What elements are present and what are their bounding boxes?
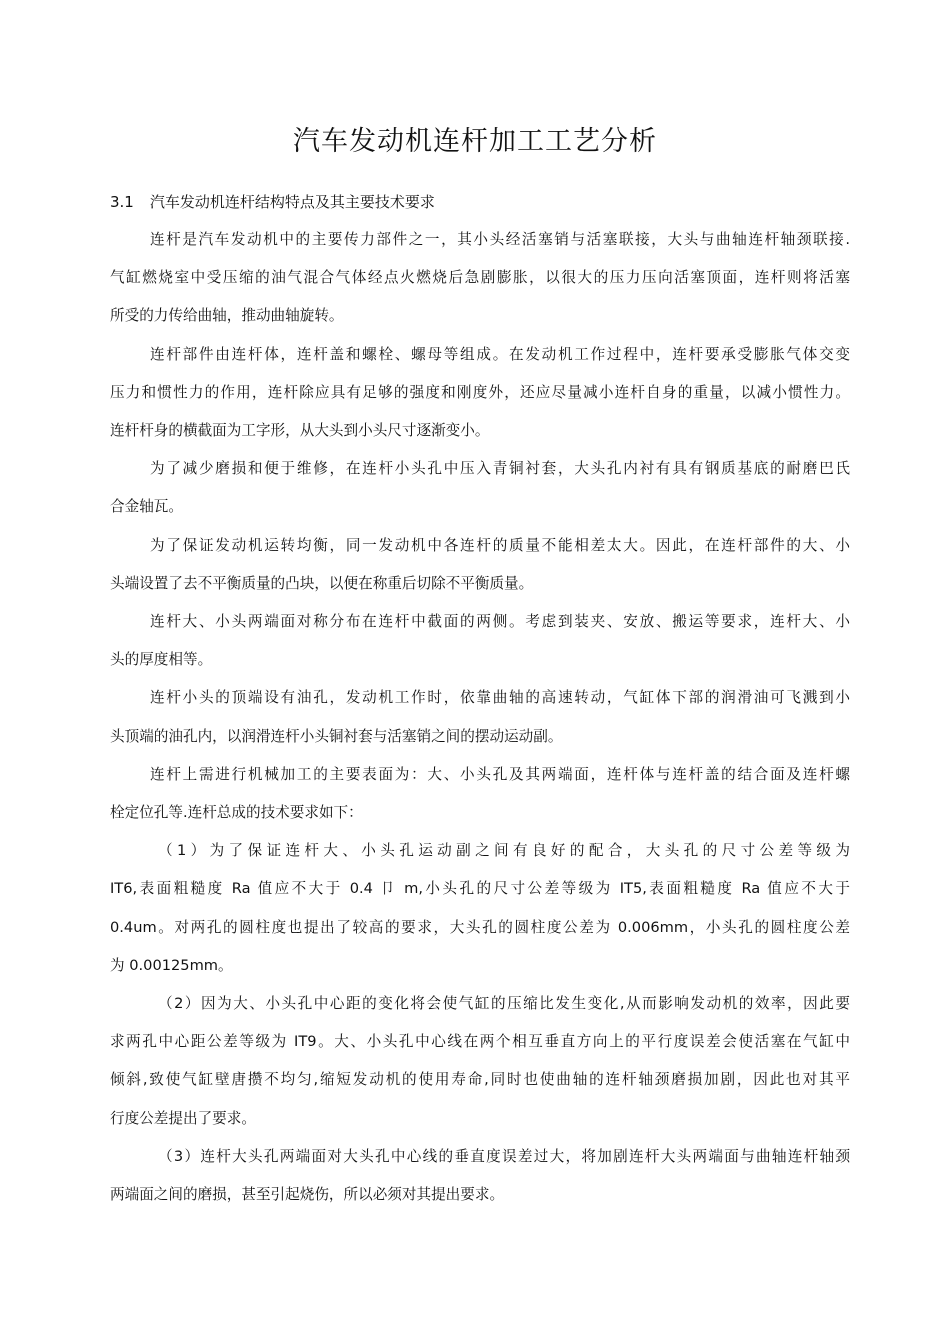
paragraph-3-line-1: 为了减少磨损和便于维修，在连杆小头孔中压入青铜衬套，大头孔内衬有具有钢质基底的耐磨巴氏 (150, 460, 850, 478)
document-title: 汽车发动机连杆加工工艺分析 (293, 126, 657, 157)
paragraph-9-line-4: 行度公差提出了要求。 (110, 1109, 256, 1127)
paragraph-1-line-3: 所受的力传给曲轴，推动曲轴旋转。 (110, 307, 344, 325)
paragraph-10-line-2: 两端面之间的磨损，甚至引起烧伤，所以必须对其提出要求。 (110, 1186, 505, 1203)
section-title: 汽车发动机连杆结构特点及其主要技术要求 (149, 193, 435, 211)
section-heading (110, 190, 435, 214)
paragraph-5-line-1: 连杆大、小头两端面对称分布在连杆中截面的两侧。考虑到装夹、安放、搬运等要求，连杆大、小 (150, 613, 850, 630)
paragraph-2-line-1: 连杆部件由连杆体，连杆盖和螺栓、螺母等组成。在发动机工作过程中，连杆要承受膨胀气体交变 (150, 345, 850, 363)
paragraph-9-line-2: 求两孔中心距公差等级为 IT9。大、小头孔中心线在两个相互垂直方向上的平行度误差会使活塞在气缸中 (110, 1033, 850, 1051)
paragraph-8-line-1: （1）为了保证连杆大、小头孔运动副之间有良好的配合，大头孔的尺寸公差等级为 (158, 842, 850, 860)
paragraph-4-line-1: 为了保证发动机运转均衡，同一发动机中各连杆的质量不能相差太大。因此，在连杆部件的大、小 (150, 536, 850, 554)
paragraph-1-line-2: 气缸燃烧室中受压缩的油气混合气体经点火燃烧后急剧膨胀，以很大的压力压向活塞顶面，连杆则将活塞 (110, 269, 850, 287)
paragraph-10-line-1: （3）连杆大头孔两端面对大头孔中心线的垂直度误差过大，将加剧连杆大头两端面与曲轴连杆轴颈 (158, 1147, 850, 1165)
paragraph-9-line-3: 倾斜,致使气缸壁唐攒不均匀,缩短发动机的使用寿命,同时也使曲轴的连杆轴颈磨损加剧，因此也对其平 (110, 1071, 850, 1089)
paragraph-5-line-2: 头的厚度相等。 (110, 651, 213, 669)
paragraph-3-line-2: 合金轴瓦。 (110, 498, 183, 516)
paragraph-2-line-3: 连杆杆身的横截面为工字形，从大头到小头尺寸逐渐变小。 (110, 422, 490, 439)
paragraph-8-line-3: 0.4um。对两孔的圆柱度也提出了较高的要求，大头孔的圆柱度公差为 0.006mm，小头孔的圆柱度公差 (110, 918, 850, 936)
paragraph-9-line-1: （2）因为大、小头孔中心距的变化将会使气缸的压缩比发生变化,从而影响发动机的效率，因此要 (158, 995, 850, 1012)
section-number: 3.1 (110, 193, 134, 211)
paragraph-7-line-1: 连杆上需进行机械加工的主要表面为：大、小头孔及其两端面，连杆体与连杆盖的结合面及连杆螺 (150, 765, 850, 783)
paragraph-8-line-4: 为 0.00125mm。 (110, 956, 233, 974)
paragraph-7-line-2: 栓定位孔等.连杆总成的技术要求如下： (110, 804, 363, 821)
paragraph-8-line-2: IT6,表面粗糙度 Ra 值应不大于 0.4 卩 m,小头孔的尺寸公差等级为 IT5,表面粗糙度 Ra 值应不大于 (110, 880, 850, 898)
paragraph-4-line-2: 头端设置了去不平衡质量的凸块，以便在称重后切除不平衡质量。 (110, 574, 534, 592)
paragraph-1-line-1: 连杆是汽车发动机中的主要传力部件之一，其小头经活塞销与活塞联接，大头与曲轴连杆轴颈联接. (150, 231, 850, 248)
paragraph-6-line-1: 连杆小头的顶端设有油孔，发动机工作时，依靠曲轴的高速转动，气缸体下部的润滑油可飞溅到小 (150, 689, 850, 707)
paragraph-6-line-2: 头顶端的油孔内，以润滑连杆小头铜衬套与活塞销之间的摆动运动副。 (110, 727, 563, 745)
paragraph-2-line-2: 压力和惯性力的作用，连杆除应具有足够的强度和刚度外，还应尽量减小连杆自身的重量，以减小惯性力。 (110, 383, 850, 401)
